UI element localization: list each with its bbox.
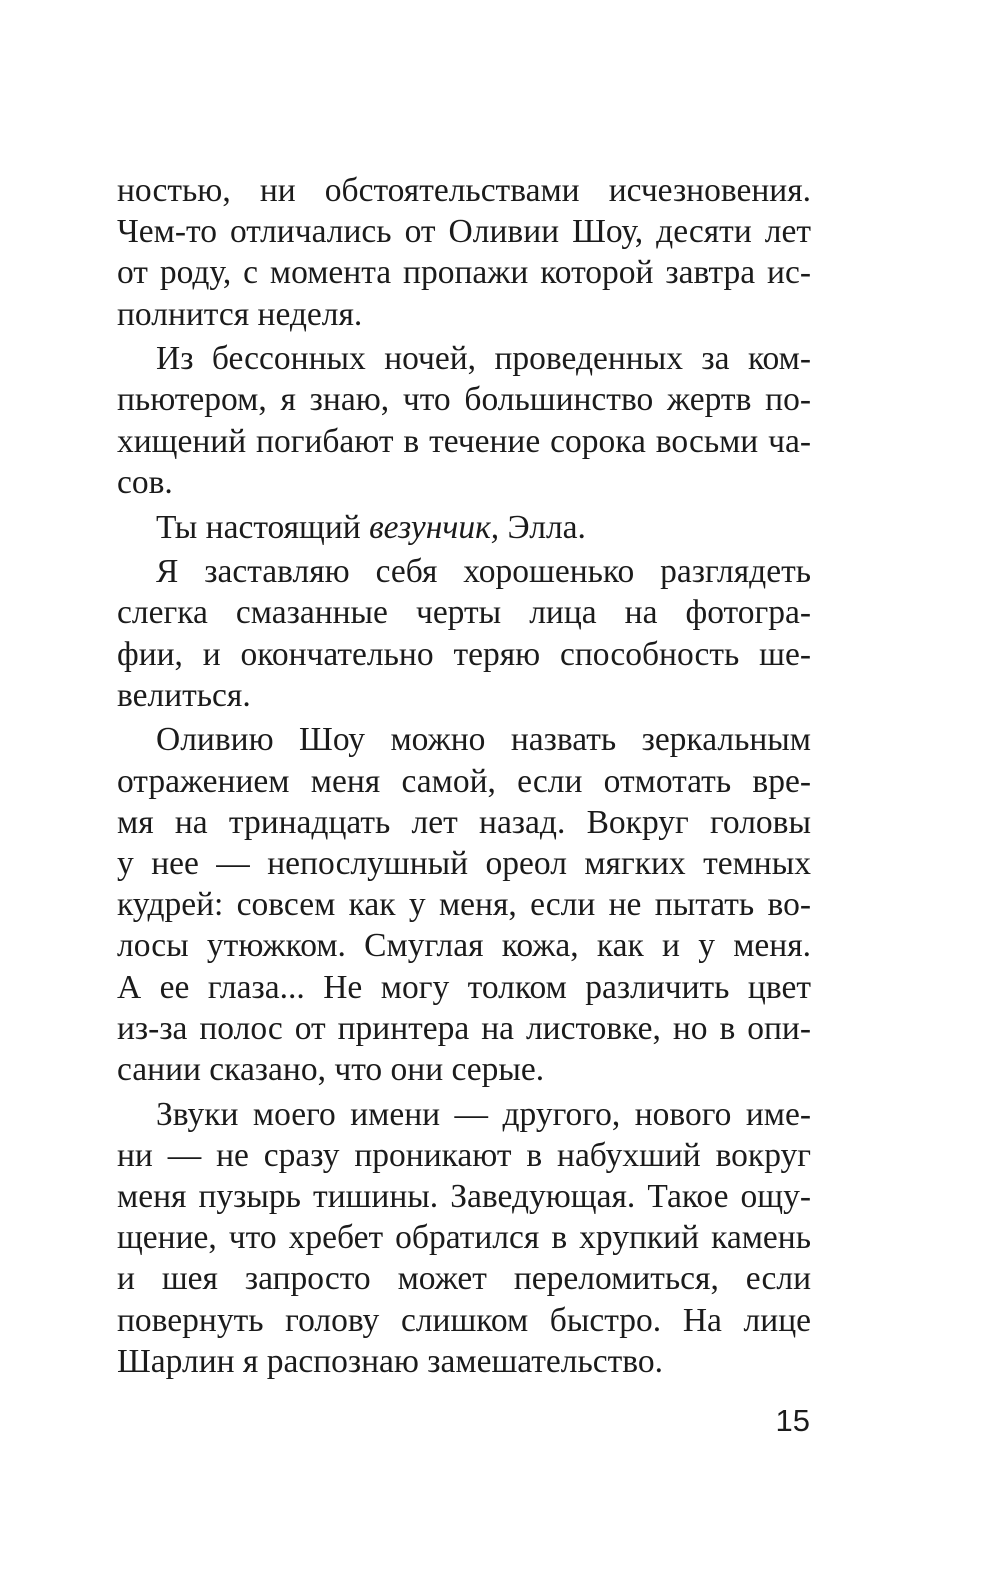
text-line: ни — не сразу проникают в набухший вокруг [117, 1136, 811, 1174]
text-lead: Ты настоящий [156, 508, 370, 546]
text-line: у нее — непослушный ореол мягких темных [117, 845, 811, 882]
text-line: от роду, с момента пропажи которой завтра ис- [117, 254, 811, 292]
text-line: А ее глаза... Не могу толком различить цвет [117, 968, 811, 1006]
paragraph-5 [117, 719, 811, 1090]
text-line: полнится неделя. [117, 295, 363, 333]
text-line: Шарлин я распознаю замешательство. [117, 1342, 663, 1380]
text-line: сов. [117, 463, 173, 501]
text-line: повернуть голову слишком быстро. На лице [117, 1301, 811, 1339]
italic-word: везунчик, [369, 508, 500, 546]
text-line: пьютером, я знаю, что большинство жертв по- [117, 381, 811, 419]
text-line: Из бессонных ночей, проведенных за ком- [156, 340, 811, 378]
text-line: Чем-то отличались от Оливии Шоу, десяти лет [117, 213, 811, 251]
text-line: кудрей: совсем как у меня, если не пытать во- [117, 886, 811, 924]
text-line: хищений погибают в течение сорока восьми ча- [117, 422, 811, 460]
text-line: слегка смазанные черты лица на фотогра- [117, 594, 811, 632]
text-tail: Элла. [499, 508, 586, 546]
text-line: фии, и окончательно теряю способность ше- [117, 635, 811, 673]
text-line: Я заставляю себя хорошенько разглядеть [156, 553, 811, 591]
text-line: отражением меня самой, если отмотать вре- [117, 762, 811, 800]
body-text [117, 170, 811, 1382]
text-line: щение, что хребет обратился в хрупкий камень [117, 1219, 811, 1257]
text-line: и шея запросто может переломиться, если [117, 1260, 811, 1298]
text-line: Звуки моего имени — другого, нового име- [156, 1095, 811, 1133]
text-line: Оливию Шоу можно назвать зеркальным [156, 721, 811, 759]
text-line: меня пузырь тишины. Заведующая. Такое ощу- [117, 1178, 811, 1215]
text-line: велиться. [117, 676, 251, 714]
text-line: из-за полос от принтера на листовке, но в опи- [117, 1009, 811, 1047]
text-line: ностью, ни обстоятельствами исчезновения. [117, 172, 811, 209]
paragraph-1 [117, 170, 811, 335]
paragraph-2 [117, 338, 811, 503]
text-line: лосы утюжком. Смуглая кожа, как и у меня. [117, 927, 811, 965]
text-line: мя на тринадцать лет назад. Вокруг головы [117, 803, 811, 841]
paragraph-4 [117, 551, 811, 716]
page-number: 15 [775, 1403, 810, 1438]
text-line [117, 507, 811, 548]
paragraph-6 [117, 1094, 811, 1382]
text-line: сании сказано, что они серые. [117, 1050, 545, 1088]
paragraph-3 [117, 507, 811, 548]
